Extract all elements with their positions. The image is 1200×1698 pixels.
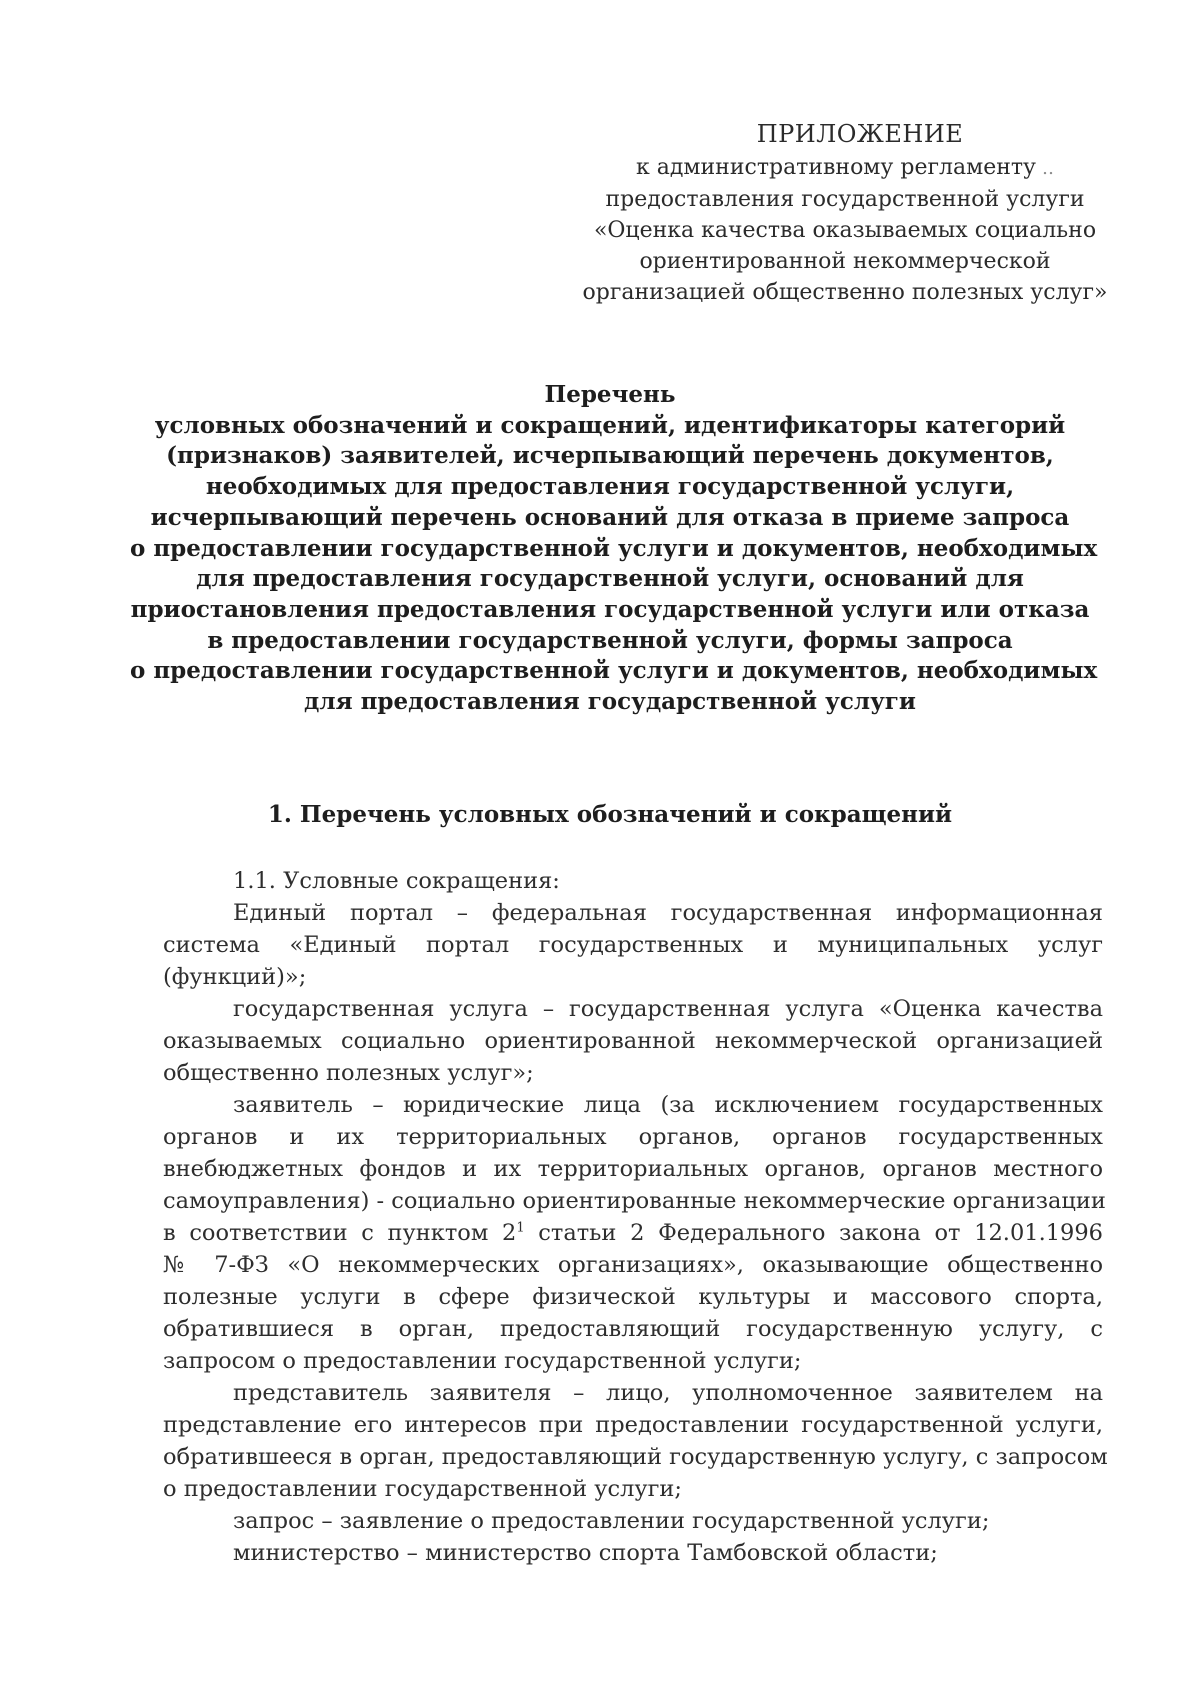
section-body: [163, 865, 1108, 1569]
heading-line: (признаков) заявителей, исчерпывающий перечень документов,: [166, 442, 1054, 470]
definition-line: запрос – заявление о предоставлении государственной услуги;: [233, 1508, 990, 1534]
appendix-title: ПРИЛОЖЕНИЕ: [756, 120, 964, 148]
definition-line: внебюджетных фондов и их территориальных органов, органов местного: [163, 1156, 1103, 1182]
appendix-line-4: ориентированной некоммерческой: [639, 249, 1051, 274]
heading-line: о предоставлении государственной услуги и документов, необходимых: [130, 534, 1098, 562]
stray-mark: ‥: [1042, 158, 1055, 179]
definition-line: полезные услуги в сфере физической культуры и массового спорта,: [163, 1284, 1103, 1310]
definition-line: представление его интересов при предоставлении государственной услуги,: [163, 1412, 1103, 1438]
definition-line: запросом о предоставлении государственной услуги;: [163, 1348, 802, 1374]
document-heading: [130, 380, 1098, 718]
appendix-line-1-text: к административному регламенту: [635, 155, 1036, 180]
appendix-header: [560, 118, 1130, 308]
heading-line: в предоставлении государственной услуги, формы запроса: [207, 626, 1013, 654]
definition-representative: [163, 1377, 1108, 1505]
definition-applicant: [163, 1089, 1106, 1377]
definition-line: оказываемых социально ориентированной некоммерческой организацией: [163, 1028, 1103, 1054]
appendix-line-2: предоставления государственной услуги: [605, 187, 1085, 212]
heading-line: приостановления предоставления государственной услуги или отказа: [130, 595, 1090, 623]
definition-ministry: [163, 1537, 1103, 1569]
heading-line: необходимых для предоставления государственной услуги,: [205, 473, 1015, 501]
definition-line: общественно полезных услуг»;: [163, 1060, 534, 1086]
heading-line: исчерпывающий перечень оснований для отказа в приеме запроса: [150, 503, 1070, 531]
appendix-subtitle: [560, 152, 1130, 308]
definition-request: [163, 1505, 1103, 1537]
definition-line-with-footnote: [163, 1217, 1103, 1249]
section-title: 1. Перечень условных обозначений и сокращений: [267, 801, 953, 828]
definition-line: министерство – министерство спорта Тамбовской области;: [233, 1540, 938, 1566]
appendix-line-5: организацией общественно полезных услуг»: [582, 280, 1108, 305]
definition-line: органов и их территориальных органов, органов государственных: [163, 1124, 1103, 1150]
heading-line: Перечень: [544, 381, 676, 408]
definition-line-part: статьи 2 Федерального закона от 12.01.1996: [524, 1220, 1104, 1246]
definition-line: обратившееся в орган, предоставляющий государственную услугу, с запросом: [163, 1444, 1108, 1470]
subsection-title: [163, 865, 1103, 897]
definition-line-part: в соответствии с пунктом 2: [163, 1220, 517, 1246]
definition-line: система «Единый портал государственных и муниципальных услуг: [163, 932, 1103, 958]
definition-service: [163, 993, 1103, 1089]
definition-line: Единый портал – федеральная государственная информационная: [233, 900, 1103, 926]
appendix-line-1: [560, 152, 1130, 184]
definition-line: о предоставлении государственной услуги;: [163, 1476, 682, 1502]
definition-line: обратившиеся в орган, предоставляющий государственную услугу, с: [163, 1316, 1103, 1342]
heading-line: о предоставлении государственной услуги и документов, необходимых: [130, 657, 1098, 685]
definition-line: заявитель – юридические лица (за исключением государственных: [233, 1092, 1103, 1118]
definition-line: самоуправления) - социально ориентированные некоммерческие организации: [163, 1188, 1106, 1214]
appendix-line-3: «Оценка качества оказываемых социально: [593, 218, 1097, 243]
subsection-title-text: 1.1. Условные сокращения:: [233, 868, 560, 894]
heading-line: условных обозначений и сокращений, идентификаторы категорий: [154, 411, 1066, 439]
definition-line: представитель заявителя – лицо, уполномоченное заявителем на: [233, 1380, 1103, 1406]
definition-line: (функций)»;: [163, 964, 307, 990]
footnote-superscript: 1: [516, 1220, 525, 1236]
definition-portal: [163, 897, 1103, 993]
heading-line: для предоставления государственной услуги, оснований для: [196, 565, 1024, 593]
definition-line: № 7-ФЗ «О некоммерческих организациях», оказывающие общественно: [163, 1252, 1103, 1278]
heading-line: для предоставления государственной услуги: [304, 688, 916, 716]
definition-line: государственная услуга – государственная услуга «Оценка качества: [233, 996, 1103, 1022]
